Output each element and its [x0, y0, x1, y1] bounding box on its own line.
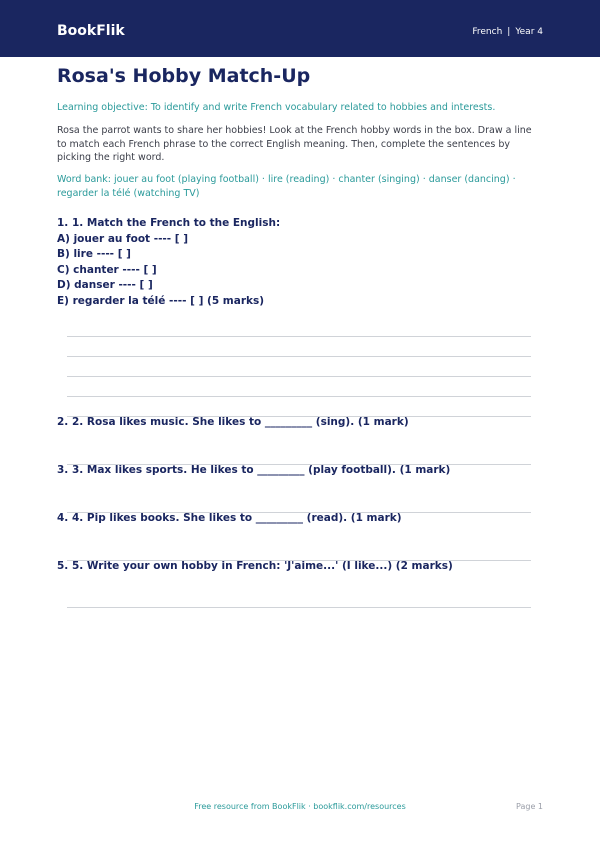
year-label: Year 4: [515, 27, 543, 37]
match-item-e: E) regarder la télé ---- [ ] (5 marks): [57, 294, 265, 307]
answer-line[interactable]: [67, 396, 531, 397]
brand-logo: BookFlik: [57, 23, 125, 39]
question-2: 2. 2. Rosa likes music. She likes to _________ (sing). (1 mark): [57, 416, 409, 428]
question-5: 5. 5. Write your own hobby in French: 'J'aime...' (I like...) (2 marks): [57, 560, 453, 572]
subject-label: French: [472, 27, 503, 37]
match-item-d: D) danser ---- [ ]: [57, 279, 153, 291]
answer-line[interactable]: [67, 376, 531, 377]
page-number: Page 1: [516, 802, 543, 811]
meta-separator: |: [507, 27, 511, 37]
footer-resource-link[interactable]: Free resource from BookFlik · bookflik.com/resources: [194, 802, 406, 811]
answer-line[interactable]: [67, 336, 531, 337]
subject-year: [472, 27, 543, 37]
answer-line[interactable]: [67, 607, 531, 608]
question-4: 4. 4. Pip likes books. She likes to _________ (read). (1 mark): [57, 512, 402, 524]
match-item-c: C) chanter ---- [ ]: [57, 263, 157, 276]
intro-paragraph: Rosa the parrot wants to share her hobbies! Look at the French hobby words in the box. Draw a line to match each French phrase to the correct English meaning. Then, complete the sentences by picking the right word.: [57, 125, 532, 163]
question-1-prompt: 1. 1. Match the French to the English:: [57, 217, 281, 229]
word-bank: Word bank: jouer au foot (playing football) · lire (reading) · chanter (singing) · danser (dancing) · regarder la télé (watching TV): [57, 174, 516, 199]
question-1: [57, 216, 547, 309]
worksheet-title: Rosa's Hobby Match-Up: [57, 65, 311, 87]
header-bar: [0, 0, 600, 57]
learning-objective: Learning objective: To identify and write French vocabulary related to hobbies and interests.: [57, 102, 496, 113]
answer-line[interactable]: [67, 356, 531, 357]
match-item-b: B) lire ---- [ ]: [57, 248, 131, 260]
question-3: 3. 3. Max likes sports. He likes to _________ (play football). (1 mark): [57, 464, 451, 476]
match-item-a: A) jouer au foot ---- [ ]: [57, 232, 189, 245]
